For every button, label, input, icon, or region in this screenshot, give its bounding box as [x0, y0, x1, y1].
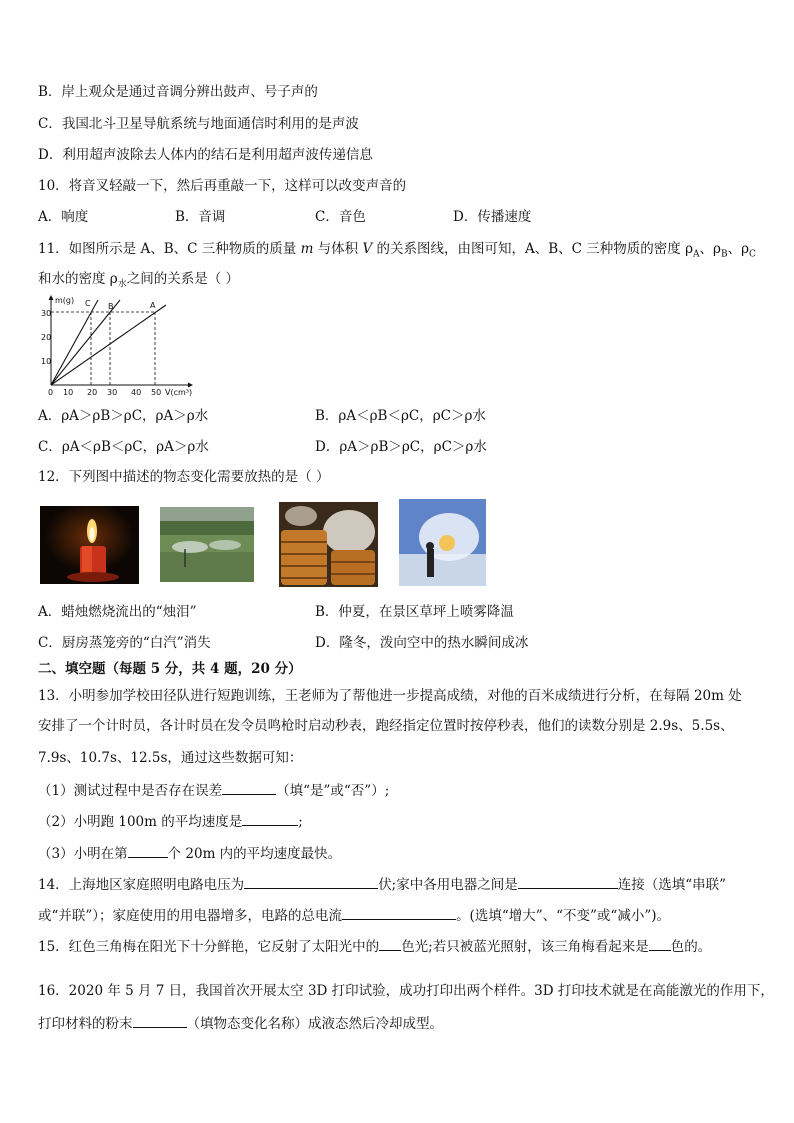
- x-tick-label: 30: [107, 388, 118, 397]
- q13-part3: （3）小明在第 个 20m 内的平均速度最快。: [38, 843, 341, 863]
- q14-line2: 或“并联”）；家庭使用的用电器增多，电路的总电流 。(选填“增大”、“不变”或“减小”)。: [38, 905, 670, 925]
- q13-line1: 13．小明参加学校田径队进行短跑训练，王老师为了帮他进一步提高成绩，对他的百米成绩进行分析，在每隔 20m 处: [38, 688, 742, 704]
- q13-blank-1[interactable]: [222, 780, 276, 795]
- line-a: [51, 305, 166, 385]
- q11-option-b: B．ρA＜ρB＜ρC，ρC＞ρ水: [315, 408, 486, 424]
- q13-blank-3[interactable]: [128, 843, 168, 858]
- q14-blank-connection[interactable]: [518, 874, 618, 889]
- q12-stem: 12．下列图中描述的物态变化需要放热的是（ ）: [38, 469, 330, 485]
- candle-photo: [40, 506, 139, 584]
- steamer-photo: [279, 502, 378, 587]
- q12-option-a: A．蜡烛燃烧流出的“烛泪”: [38, 604, 197, 620]
- q11-option-c: C．ρA＜ρB＜ρC，ρA＞ρ水: [38, 439, 209, 455]
- mass-volume-graph: [38, 295, 198, 400]
- frozen-water-photo: [399, 499, 486, 586]
- q9-option-c: C．我国北斗卫星导航系统与地面通信时利用的是声波: [38, 116, 359, 132]
- q12-option-d: D．隆冬，泼向空中的热水瞬间成冰: [315, 635, 529, 651]
- q13-part2: （2）小明跑 100m 的平均速度是 ;: [38, 811, 303, 831]
- q14-blank-current[interactable]: [342, 905, 456, 920]
- q12-option-b: B．仲夏，在景区草坪上喷雾降温: [315, 604, 514, 620]
- y-tick-label: 30: [41, 309, 52, 318]
- q13-part1: （1）测试过程中是否存在误差 （填“是”或“否”）;: [38, 780, 389, 800]
- section-heading-fill-in: 二、填空题（每题 5 分，共 4 题，20 分）: [38, 661, 302, 677]
- x-tick-label: 40: [131, 388, 142, 397]
- q11-option-a: A．ρA＞ρB＞ρC，ρA＞ρ水: [38, 408, 209, 424]
- x-axis-arrow-icon: [188, 383, 193, 388]
- y-axis-arrow-icon: [49, 295, 54, 300]
- x-tick-label: 0: [48, 388, 54, 397]
- q15-line: 15．红色三角梅在阳光下十分鲜艳，它反射了太阳光中的 色光;若只被蓝光照射，该三角梅看起来是 色的。: [38, 936, 711, 956]
- y-tick-label: 20: [41, 333, 52, 342]
- line-c-label: C: [85, 299, 91, 308]
- q16-blank[interactable]: [133, 1013, 187, 1028]
- line-a-label: A: [150, 301, 156, 310]
- lawn-sprinkler-photo: [160, 507, 254, 582]
- q10-option-a: A．响度: [38, 209, 89, 225]
- q13-line3: 7.9s、10.7s、12.5s，通过这些数据可知：: [38, 750, 303, 766]
- q11-stem-line2: 和水的密度 $\rho_水$之间的关系是（ ）: [38, 271, 240, 290]
- q14-blank-voltage[interactable]: [244, 874, 378, 889]
- line-b-label: B: [108, 302, 114, 311]
- x-axis-label: V(cm³): [165, 388, 193, 397]
- q15-blank-2[interactable]: [649, 936, 671, 951]
- q15-blank-1[interactable]: [379, 936, 401, 951]
- x-tick-label: 20: [87, 388, 98, 397]
- x-tick-label: 10: [63, 388, 74, 397]
- y-axis-label: m(g): [55, 296, 75, 305]
- q16-line1: 16．2020 年 5 月 7 日，我国首次开展太空 3D 打印试验，成功打印出两个样件。3D 打印技术就是在高能激光的作用下，: [38, 983, 774, 999]
- q10-option-d: D．传播速度: [453, 209, 532, 225]
- x-tick-label: 50: [151, 388, 162, 397]
- q10-stem: 10．将音叉轻敲一下，然后再重敲一下，这样可以改变声音的: [38, 178, 407, 194]
- q9-option-d: D．利用超声波除去人体内的结石是利用超声波传递信息: [38, 147, 373, 163]
- q9-option-b: B．岸上观众是通过音调分辨出鼓声、号子声的: [38, 84, 318, 100]
- q13-blank-2[interactable]: [242, 811, 298, 826]
- q11-option-d: D．ρA＞ρB＞ρC，ρC＞ρ水: [315, 439, 487, 455]
- q11-stem-line1: 11．如图所示是 A、B、C 三种物质的质量 m 与体积 V 的关系图线，由图可知，A、B、C 三种物质的密度 $\rho_A$、$\rho_B$、$\rho_C$: [38, 241, 756, 260]
- q16-line2: 打印材料的粉末 （填物态变化名称）成液态然后冷却成型。: [38, 1013, 443, 1033]
- q13-line2: 安排了一个计时员，各计时员在发令员鸣枪时启动秒表，跑经指定位置时按停秒表，他们的读数分别是 2.9s、5.5s、: [38, 718, 734, 734]
- q12-option-c: C．厨房蒸笼旁的“白汽”消失: [38, 635, 211, 651]
- y-tick-label: 10: [41, 357, 52, 366]
- q14-line1: 14．上海地区家庭照明电路电压为 伏;家中各用电器之间是 连接（选填“串联”: [38, 874, 726, 894]
- q10-option-c: C．音色: [315, 209, 366, 225]
- q10-option-b: B．音调: [175, 209, 226, 225]
